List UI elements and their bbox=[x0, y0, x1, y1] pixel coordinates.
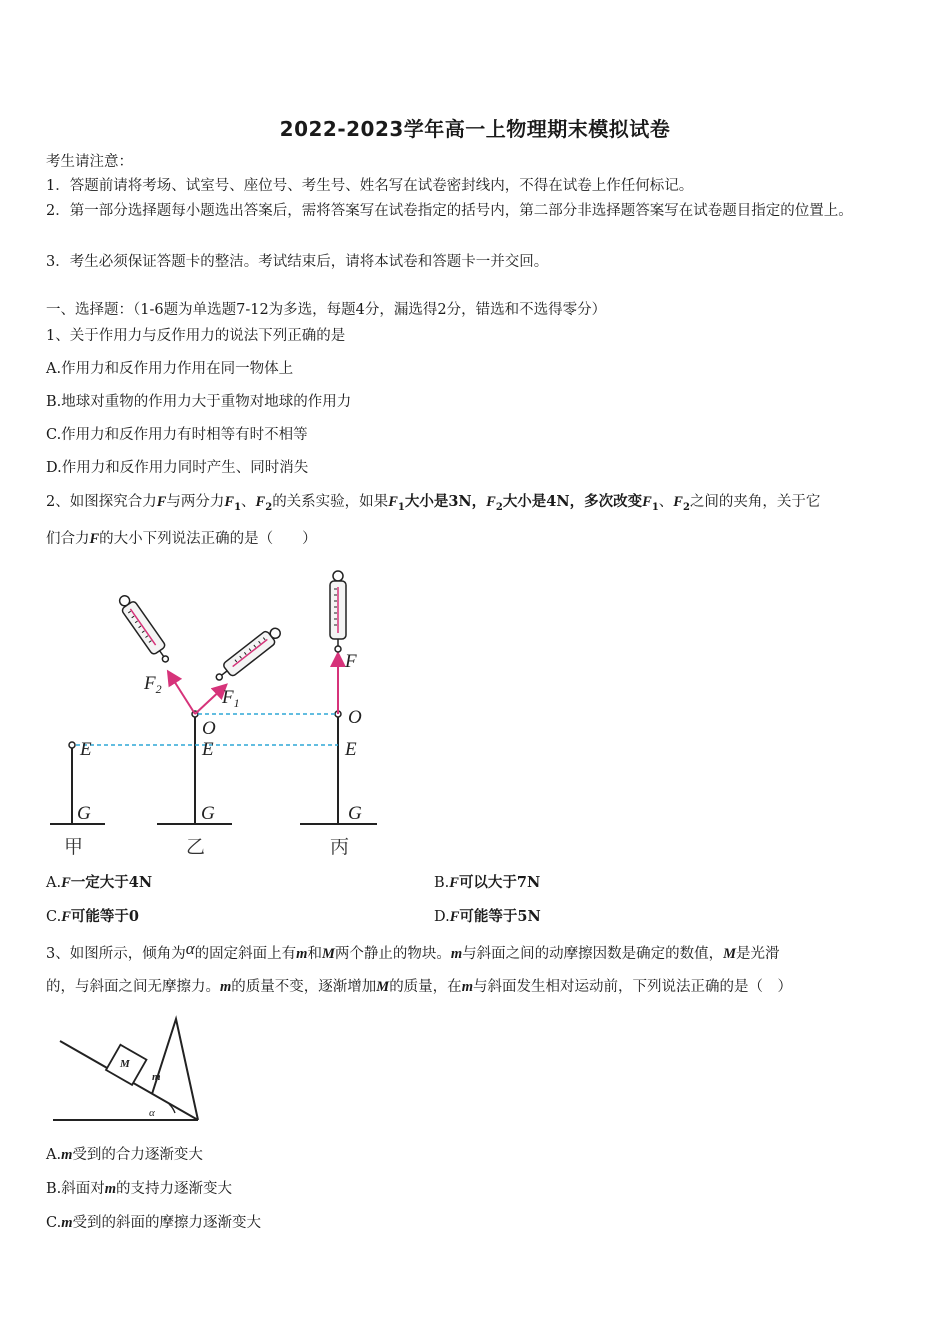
q2-force-experiment-figure bbox=[40, 565, 400, 865]
label-g-yi: G bbox=[201, 803, 215, 824]
q1-stem: 1、关于作用力与反作用力的说法下列正确的是 bbox=[46, 328, 346, 344]
label-yi: 乙 bbox=[186, 836, 206, 858]
q2-option-b: B.F可以大于7N bbox=[434, 874, 541, 891]
label-e-yi: E bbox=[202, 739, 214, 760]
q3-option-b: B.斜面对m的支持力逐渐变大 bbox=[46, 1181, 233, 1197]
q2-stem-line2: 们合力F的大小下列说法正确的是（ ） bbox=[46, 531, 317, 547]
notice-heading: 考生请注意： bbox=[46, 154, 133, 170]
q1-option-d: D.作用力和反作用力同时产生、同时消失 bbox=[46, 460, 309, 476]
arrow-f2 bbox=[169, 673, 195, 714]
label-e-jia: E bbox=[80, 739, 92, 760]
label-f1: $F_1$ bbox=[222, 687, 240, 710]
label-g-bing: G bbox=[348, 803, 362, 824]
label-f2: $F_2$ bbox=[144, 673, 162, 696]
q2-option-a: A.F一定大于4N bbox=[46, 874, 153, 891]
notice-item-1: 1．答题前请将考场、试室号、座位号、考生号、姓名写在试卷密封线内，不得在试卷上作任何标记。 bbox=[46, 178, 694, 194]
wedge-block bbox=[152, 1019, 198, 1120]
label-alpha: α bbox=[149, 1107, 155, 1119]
page-title: 2022-2023学年高一上物理期末模拟试卷 bbox=[279, 117, 671, 141]
q2-option-d: D.F可能等于5N bbox=[434, 908, 541, 925]
spring-scale-vertical bbox=[330, 571, 346, 652]
point-e-jia bbox=[69, 742, 75, 748]
label-bing: 丙 bbox=[330, 836, 350, 858]
label-o-yi: O bbox=[202, 718, 216, 739]
q1-option-c: C.作用力和反作用力有时相等有时不相等 bbox=[46, 427, 308, 443]
label-e-bing: E bbox=[345, 739, 357, 760]
q3-option-a: A.m受到的合力逐渐变大 bbox=[46, 1147, 203, 1163]
label-o-bing: O bbox=[348, 707, 362, 728]
q3-stem-line1: 3、如图所示，倾角为α的固定斜面上有m和M两个静止的物块。m与斜面之间的动摩擦因数是确定的数值，M是光滑 bbox=[46, 939, 780, 962]
spring-scale-left bbox=[115, 592, 173, 666]
label-g-jia: G bbox=[77, 803, 91, 824]
q1-option-a: A.作用力和反作用力作用在同一物体上 bbox=[46, 361, 294, 377]
notice-item-2: 2．第一部分选择题每小题选出答案后，需将答案写在试卷指定的括号内，第二部分非选择题答案写在试卷题目指定的位置上。 bbox=[46, 203, 853, 219]
q2-option-c: C.F可能等于0 bbox=[46, 908, 139, 925]
spring-scale-right bbox=[212, 624, 284, 685]
arrow-f1 bbox=[195, 686, 225, 714]
notice-item-3: 3．考生必须保证答题卡的整洁。考试结束后，请将本试卷和答题卡一并交回。 bbox=[46, 254, 549, 270]
label-f: F bbox=[345, 651, 357, 672]
q2-stem-line1: 2、如图探究合力F与两分力$F_1$、$F_2$的关系实验，如果$F_1$大小是3N，$F_2$大小是4N，多次改变$F_1$、$F_2$之间的夹角，关于它 bbox=[46, 493, 821, 513]
label-big-m: M bbox=[120, 1058, 130, 1070]
label-jia: 甲 bbox=[64, 836, 84, 858]
q3-stem-line2: 的，与斜面之间无摩擦力。m的质量不变，逐渐增加M的质量，在m与斜面发生相对运动前，下列说法正确的是（ ） bbox=[46, 979, 792, 995]
q3-option-c: C.m受到的斜面的摩擦力逐渐变大 bbox=[46, 1215, 261, 1231]
q1-option-b: B.地球对重物的作用力大于重物对地球的作用力 bbox=[46, 394, 352, 410]
label-small-m: m bbox=[152, 1071, 161, 1083]
q3-incline-figure bbox=[50, 1015, 210, 1127]
section-heading: 一、选择题：（1-6题为单选题7-12为多选，每题4分，漏选得2分，错选和不选得零分） bbox=[46, 302, 607, 318]
